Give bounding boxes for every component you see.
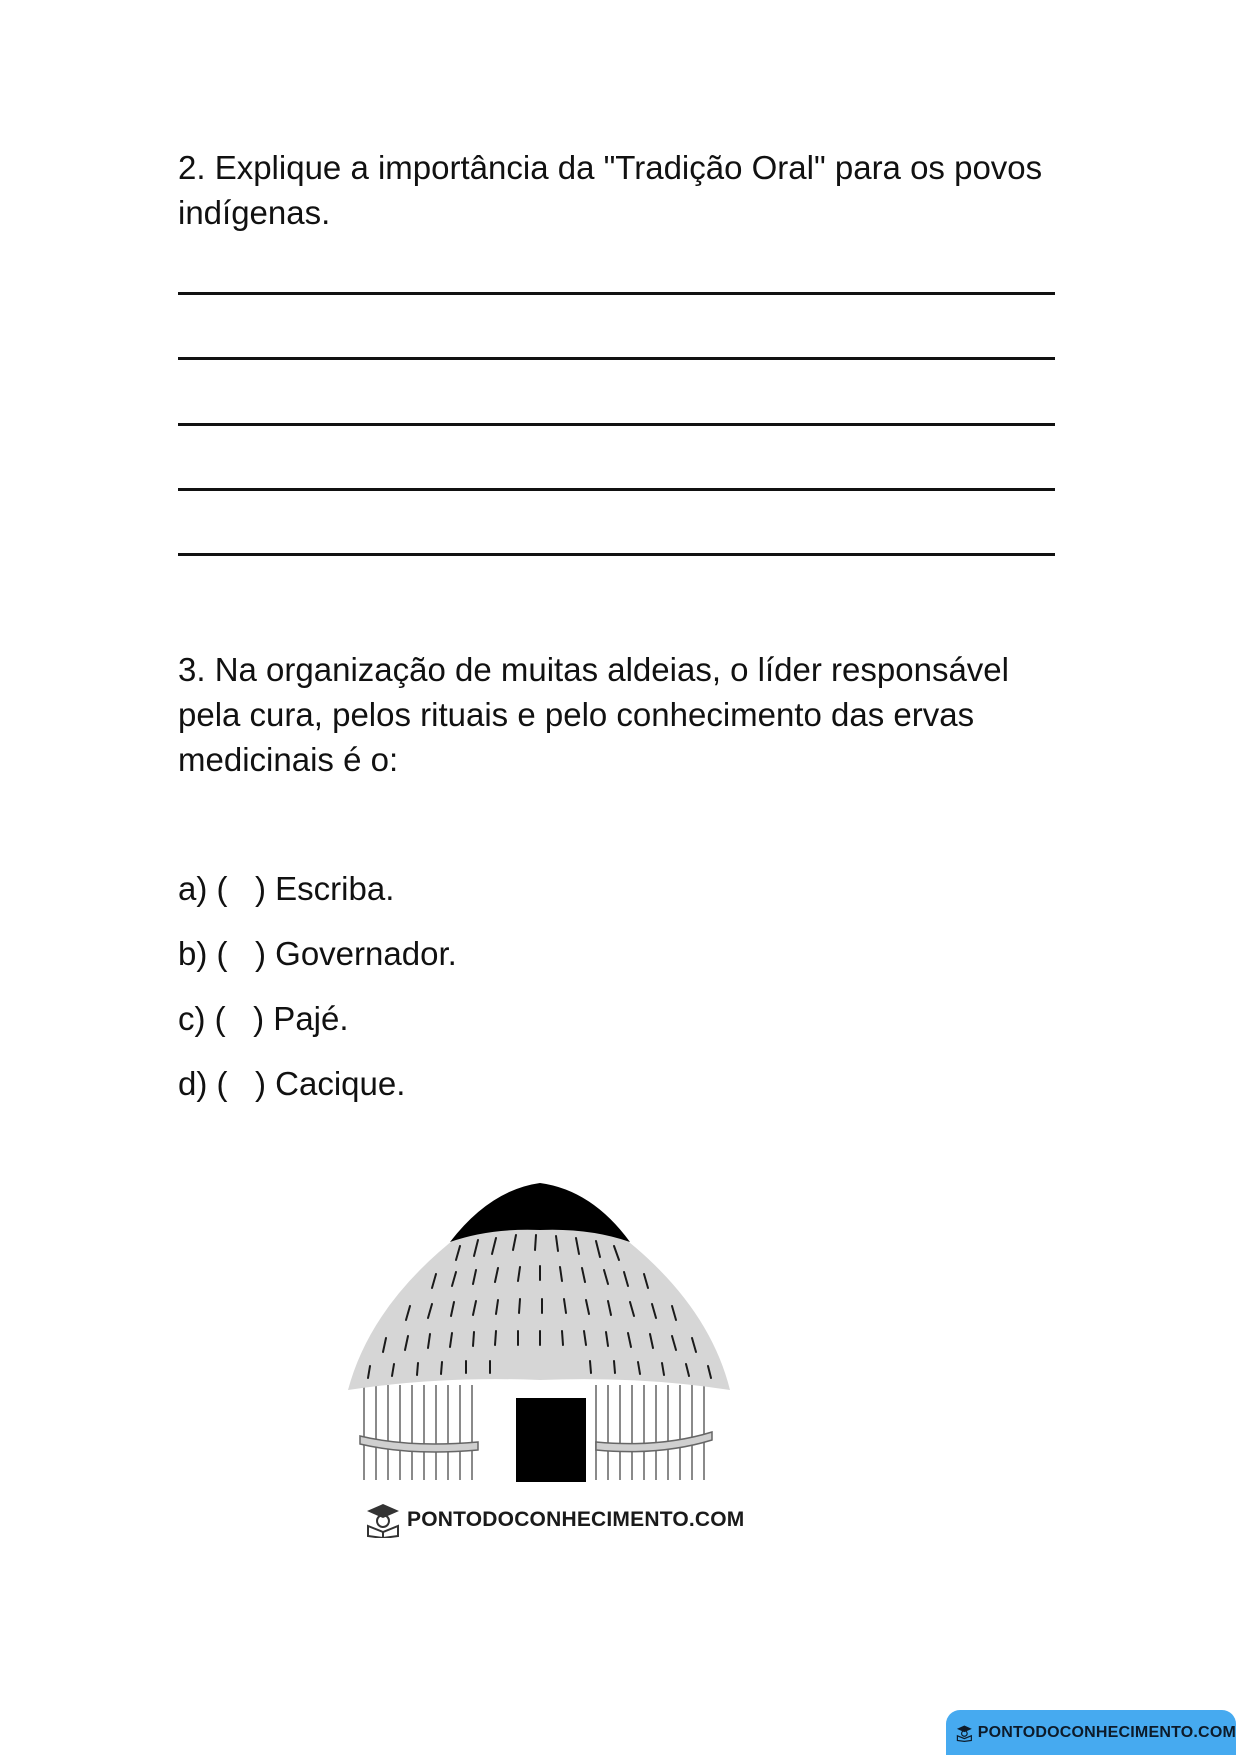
question-3-text: 3. Na organização de muitas aldeias, o líder responsável pela cura, pelos rituais e pelo conhecimento das ervas medicinais é o: (178, 651, 1009, 778)
option-b: b) ( ) Governador. (178, 935, 457, 972)
answer-line (178, 553, 1055, 556)
footer-brand-text: PONTODOCONHECIMENTO.COM (977, 1723, 1236, 1741)
option-c: c) ( ) Pajé. (178, 1000, 349, 1037)
answer-line (178, 488, 1055, 491)
hut-illustration (340, 1180, 740, 1505)
question-2-text: 2. Explique a importância da "Tradição Oral" para os povos indígenas. (178, 149, 1043, 231)
illustration-watermark (365, 1500, 745, 1540)
reader-logo-icon (365, 1502, 401, 1538)
answer-line (178, 357, 1055, 360)
watermark-text: PONTODOCONHECIMENTO.COM (407, 1508, 745, 1531)
footer-brand-badge (946, 1710, 1236, 1755)
answer-line (178, 423, 1055, 426)
option-d: d) ( ) Cacique. (178, 1065, 406, 1102)
answer-line (178, 292, 1055, 295)
option-a: a) ( ) Escriba. (178, 870, 395, 907)
reader-logo-icon (956, 1719, 973, 1747)
